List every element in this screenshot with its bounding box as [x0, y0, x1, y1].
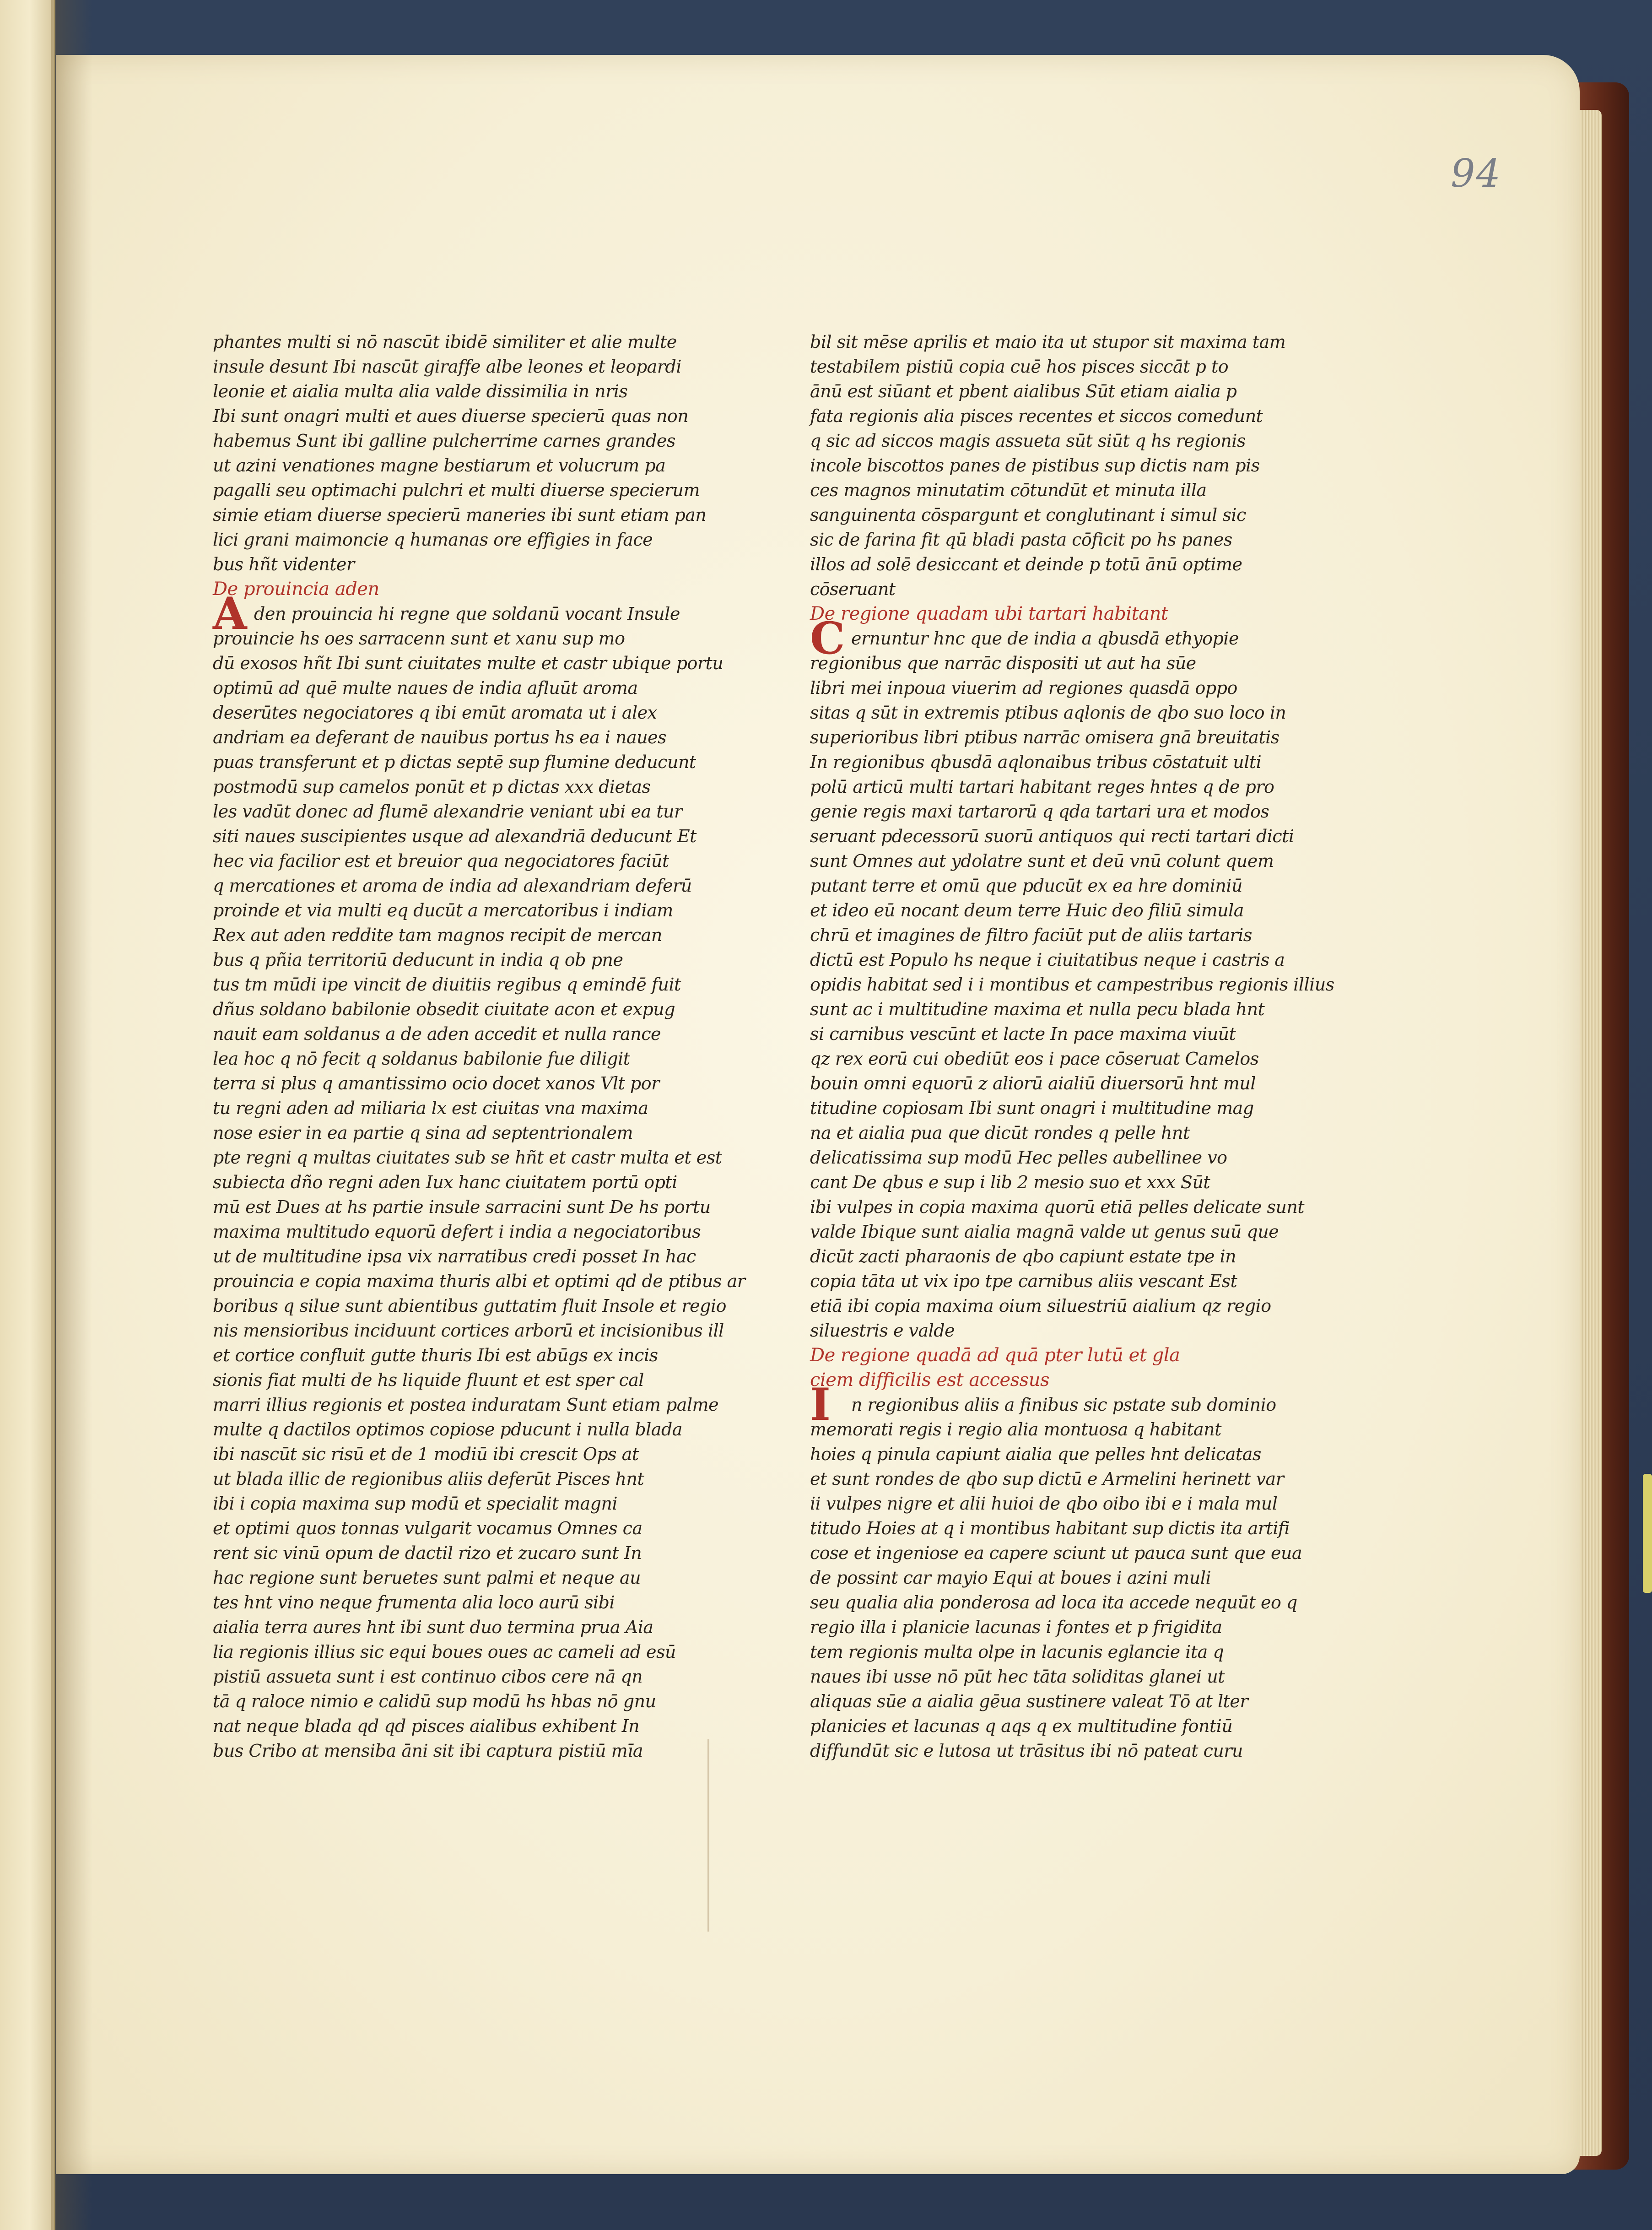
decorated-initial: C: [810, 612, 845, 664]
manuscript-line: bus q pñia territoriū deducunt in india q ob pne: [213, 950, 623, 970]
manuscript-line: incole biscottos panes de pistibus sup dictis nam pis: [810, 455, 1260, 476]
text-column-right: [810, 330, 1359, 1763]
manuscript-line: aliquas sūe a aialia gēua sustinere valeat Tō at lter: [810, 1691, 1248, 1711]
manuscript-line: proinde et via multi eq ducūt a mercatoribus i indiam: [213, 900, 673, 920]
manuscript-line: optimū ad quē multe naues de india afluūt aroma: [213, 678, 638, 698]
manuscript-line: lea hoc q nō fecit q soldanus babilonie fue diligit: [213, 1049, 630, 1069]
manuscript-line: fata regionis alia pisces recentes et siccos comedunt: [810, 406, 1263, 426]
manuscript-line: opidis habitat sed i i montibus et campestribus regionis illius: [810, 974, 1334, 995]
manuscript-line: insule desunt Ibi nascūt giraffe albe leones et leopardi: [213, 357, 681, 377]
manuscript-line: bouin omni equorū z aliorū aialiū diuersorū hnt mul: [810, 1073, 1256, 1093]
manuscript-line-text: ernuntur hnc que de india a qbusdā ethyopie: [851, 628, 1239, 649]
manuscript-line: copia tāta ut vix ipo tpe carnibus aliis vescant Est: [810, 1271, 1237, 1291]
manuscript-line: genie regis maxi tartarorū q qda tartari ura et modos: [810, 801, 1269, 822]
manuscript-line: ibi i copia maxima sup modū et specialit magni: [213, 1494, 618, 1514]
manuscript-line: regio illa i planicie lacunas i fontes et p frigidita: [810, 1617, 1222, 1637]
rubric-de-regione-quada: De regione quadā ad quā pter lutū et gla: [810, 1345, 1180, 1366]
manuscript-line: libri mei inpoua viuerim ad regiones quasdā oppo: [810, 678, 1237, 698]
manuscript-line: delicatissima sup modū Hec pelles aubellinee vo: [810, 1147, 1227, 1168]
decorated-initial: A: [213, 588, 247, 639]
manuscript-line: andriam ea deferant de nauibus portus hs ea i naues: [213, 727, 667, 747]
manuscript-line: seu qualia alia ponderosa ad loca ita accede nequūt eo q: [810, 1592, 1297, 1613]
manuscript-line: titudine copiosam Ibi sunt onagri i multitudine mag: [810, 1098, 1254, 1118]
manuscript-line: sionis fiat multi de hs liquide fluunt et est sper cal: [213, 1370, 644, 1390]
manuscript-line: dñus soldano babilonie obsedit ciuitate acon et expug: [213, 999, 675, 1019]
manuscript-line: prouincie hs oes sarracenn sunt et xanu sup mo: [213, 628, 625, 649]
manuscript-line: dū exosos hñt Ibi sunt ciuitates multe et castr ubique portu: [213, 653, 723, 673]
manuscript-line: ibi nascūt sic risū et de 1 modiū ibi crescit Ops at: [213, 1444, 639, 1464]
manuscript-line: q mercationes et aroma de india ad alexandriam deferū: [213, 876, 692, 896]
manuscript-line: sunt Omnes aut ydolatre sunt et deū vnū colunt quem: [810, 851, 1274, 871]
manuscript-line: mū est Dues at hs partie insule sarracini sunt De hs portu: [213, 1197, 711, 1217]
manuscript-line: nis mensioribus inciduunt cortices arborū et incisionibus ill: [213, 1321, 724, 1341]
manuscript-line: sanguinenta cōspargunt et conglutinant i simul sic: [810, 505, 1246, 525]
manuscript-line: diffundūt sic e lutosa ut trāsitus ibi nō pateat curu: [810, 1741, 1243, 1761]
manuscript-line: ut de multitudine ipsa vix narratibus credi posset In hac: [213, 1246, 696, 1267]
manuscript-line: rent sic vinū opum de dactil rizo et zucaro sunt In: [213, 1543, 642, 1563]
manuscript-line: chrū et imagines de filtro faciūt put de aliis tartaris: [810, 925, 1252, 945]
manuscript-line: et ideo eū nocant deum terre Huic deo filiū simula: [810, 900, 1244, 920]
rubric-de-regione-tartari: De regione quadam ubi tartari habitant: [810, 603, 1168, 624]
manuscript-line: hec via facilior est et breuior qua negociatores faciūt: [213, 851, 669, 871]
text-column-left: [213, 330, 762, 1763]
manuscript-line: superioribus libri ptibus narrāc omisera gnā breuitatis: [810, 727, 1279, 747]
manuscript-line: tus tm mūdi ipe vincit de diuitiis regibus q emindē fuit: [213, 974, 681, 995]
decorated-initial: I: [810, 1379, 831, 1430]
manuscript-line: de possint car mayio Equi at boues i azini muli: [810, 1568, 1211, 1588]
folio-number: 94: [1451, 151, 1501, 196]
manuscript-line: prouincia e copia maxima thuris albi et optimi qd de ptibus ar: [213, 1271, 745, 1291]
manuscript-line: ii vulpes nigre et alii huioi de qbo oibo ibi e i mala mul: [810, 1494, 1278, 1514]
right-column-opening-lines: [810, 330, 1359, 601]
manuscript-line: qz rex eorū cui obediūt eos i pace cōseruat Camelos: [810, 1049, 1259, 1069]
manuscript-line: memorati regis i regio alia montuosa q habitant: [810, 1419, 1221, 1440]
manuscript-line: pte regni q multas ciuitates sub se hñt et castr multa et est: [213, 1147, 722, 1168]
facing-page-edge: [0, 0, 55, 2230]
manuscript-line: marri illius regionis et postea induratam Sunt etiam palme: [213, 1395, 719, 1415]
manuscript-line: bus hñt videnter: [213, 554, 355, 574]
manuscript-line: valde Ibique sunt aialia magnā valde ut genus suū que: [810, 1222, 1279, 1242]
manuscript-line: ut blada illic de regionibus aliis deferūt Pisces hnt: [213, 1469, 644, 1489]
manuscript-line: regionibus que narrāc dispositi ut aut ha sūe: [810, 653, 1196, 673]
manuscript-line: tā q raloce nimio e calidū sup modū hs hbas nō gnu: [213, 1691, 656, 1711]
manuscript-line: simie etiam diuerse specierū maneries ibi sunt etiam pan: [213, 505, 707, 525]
manuscript-line: postmodū sup camelos ponūt et p dictas xxx dietas: [213, 777, 651, 797]
manuscript-line: testabilem pistiū copia cuē hos pisces siccāt p to: [810, 357, 1229, 377]
manuscript-line: habemus Sunt ibi galline pulcherrime carnes grandes: [213, 431, 675, 451]
manuscript-line: etiā ibi copia maxima oium siluestriū aialium qz regio: [810, 1296, 1271, 1316]
manuscript-line: hac regione sunt beruetes sunt palmi et neque au: [213, 1568, 641, 1588]
manuscript-line: sitas q sūt in extremis ptibus aqlonis de qbo suo loco in: [810, 703, 1286, 723]
manuscript-line: naues ibi usse nō pūt hec tāta soliditas glanei ut: [810, 1667, 1225, 1687]
page-tab-marker: [1643, 1474, 1652, 1593]
manuscript-line: pistiū assueta sunt i est continuo cibos cere nā qn: [213, 1667, 643, 1687]
manuscript-line: planicies et lacunas q aqs q ex multitudine fontiū: [810, 1716, 1233, 1736]
manuscript-line: boribus q silue sunt abientibus guttatim fluit Insole et regio: [213, 1296, 727, 1316]
manuscript-line: hoies q pinula capiunt aialia que pelles hnt delicatas: [810, 1444, 1261, 1464]
manuscript-line: seruant pdecessorū suorū antiquos qui recti tartari dicti: [810, 826, 1294, 846]
manuscript-line: cōseruant: [810, 579, 896, 599]
manuscript-line: bus Cribo at mensiba āni sit ibi captura pistiū mīa: [213, 1741, 643, 1761]
manuscript-line: tem regionis multa olpe in lacunis eglancie ita q: [810, 1642, 1224, 1662]
manuscript-line: dicūt zacti pharaonis de qbo capiunt estate tpe in: [810, 1246, 1236, 1267]
manuscript-line: si carnibus vescūnt et lacte In pace maxima viuūt: [810, 1024, 1236, 1044]
manuscript-line: nose esier in ea partie q sina ad septentrionalem: [213, 1123, 633, 1143]
manuscript-line: nauit eam soldanus a de aden accedit et nulla rance: [213, 1024, 661, 1044]
manuscript-line: polū articū multi tartari habitant reges hntes q de pro: [810, 777, 1274, 797]
manuscript-line: puas transferunt et p dictas septē sup flumine deducunt: [213, 752, 696, 772]
manuscript-line: q sic ad siccos magis assueta sūt siūt q hs regionis: [810, 431, 1246, 451]
left-column-opening-lines: [213, 330, 762, 577]
manuscript-line: sic de farina fit qū bladi pasta cōficit po hs panes: [810, 530, 1232, 550]
manuscript-line: siti naues suscipientes usque ad alexandriā deducunt Et: [213, 826, 696, 846]
manuscript-line: siluestris e valde: [810, 1321, 955, 1341]
manuscript-line: et cortice confluit gutte thuris Ibi est abūgs ex incis: [213, 1345, 658, 1365]
manuscript-line: In regionibus qbusdā aqlonaibus tribus cōstatuit ulti: [810, 752, 1262, 772]
manuscript-line: lia regionis illius sic equi boues oues ac cameli ad esū: [213, 1642, 676, 1662]
ruling-mark: [707, 1739, 709, 1932]
manuscript-line: sunt ac i multitudine maxima et nulla pecu blada hnt: [810, 999, 1265, 1019]
manuscript-line: ces magnos minutatim cōtundūt et minuta illa: [810, 480, 1207, 500]
manuscript-line: tes hnt vino neque frumenta alia loco aurū sibi: [213, 1592, 615, 1613]
rubric-de-regione-quada-cont: ciem difficilis est accessus: [810, 1369, 1049, 1391]
manuscript-line: maxima multitudo equorū defert i india a negociatoribus: [213, 1222, 701, 1242]
manuscript-line: putant terre et omū que pducūt ex ea hre dominiū: [810, 876, 1243, 896]
manuscript-line: terra si plus q amantissimo ocio docet xanos Vlt por: [213, 1073, 659, 1093]
manuscript-line: et sunt rondes de qbo sup dictū e Armelini herinett var: [810, 1469, 1284, 1489]
manuscript-line-text: den prouincia hi regne que soldanū vocant Insule: [254, 604, 680, 624]
manuscript-line: multe q dactilos optimos copiose pducunt i nulla blada: [213, 1419, 682, 1440]
manuscript-line: nat neque blada qd qd pisces aialibus exhibent In: [213, 1716, 640, 1736]
manuscript-line: cant De qbus e sup i lib 2 mesio suo et xxx Sūt: [810, 1172, 1210, 1192]
manuscript-line: aialia terra aures hnt ibi sunt duo termina prua Aia: [213, 1617, 653, 1637]
manuscript-line: phantes multi si nō nascūt ibidē similiter et alie multe: [213, 332, 677, 352]
manuscript-line: Ibi sunt onagri multi et aues diuerse specierū quas non: [213, 406, 689, 426]
manuscript-line: bil sit mēse aprilis et maio ita ut stupor sit maxima tam: [810, 332, 1286, 352]
manuscript-line: leonie et aialia multa alia valde dissimilia in nris: [213, 381, 628, 401]
manuscript-line: deserūtes negociatores q ibi emūt aromata ut i alex: [213, 703, 657, 723]
manuscript-line: na et aialia pua que dicūt rondes q pelle hnt: [810, 1123, 1190, 1143]
manuscript-line: lici grani maimoncie q humanas ore effigies in face: [213, 530, 653, 550]
manuscript-line: tu regni aden ad miliaria lx est ciuitas vna maxima: [213, 1098, 648, 1118]
rubric-de-prouincia-aden: De prouincia aden: [213, 579, 379, 600]
manuscript-line-text: n regionibus aliis a finibus sic pstate sub dominio: [851, 1395, 1276, 1415]
manuscript-line: pagalli seu optimachi pulchri et multi diuerse specierum: [213, 480, 700, 500]
manuscript-line: ānū est siūant et pbent aialibus Sūt etiam aialia p: [810, 381, 1237, 401]
manuscript-line: dictū est Populo hs neque i ciuitatibus neque i castris a: [810, 950, 1285, 970]
manuscript-line: ibi vulpes in copia maxima quorū etiā pelles delicate sunt: [810, 1197, 1305, 1217]
manuscript-line: subiecta dño regni aden Iux hanc ciuitatem portū opti: [213, 1172, 677, 1192]
manuscript-line: les vadūt donec ad flumē alexandrie veniant ubi ea tur: [213, 801, 682, 822]
manuscript-line: cose et ingeniose ea capere sciunt ut pauca sunt que eua: [810, 1543, 1302, 1563]
manuscript-line: et optimi quos tonnas vulgarit vocamus Omnes ca: [213, 1518, 642, 1538]
manuscript-line: illos ad solē desiccant et deinde p totū ānū optime: [810, 554, 1242, 574]
manuscript-line: titudo Hoies at q i montibus habitant sup dictis ita artifi: [810, 1518, 1290, 1538]
manuscript-line: ut azini venationes magne bestiarum et volucrum pa: [213, 455, 666, 476]
manuscript-line: Rex aut aden reddite tam magnos recipit de mercan: [213, 925, 662, 945]
